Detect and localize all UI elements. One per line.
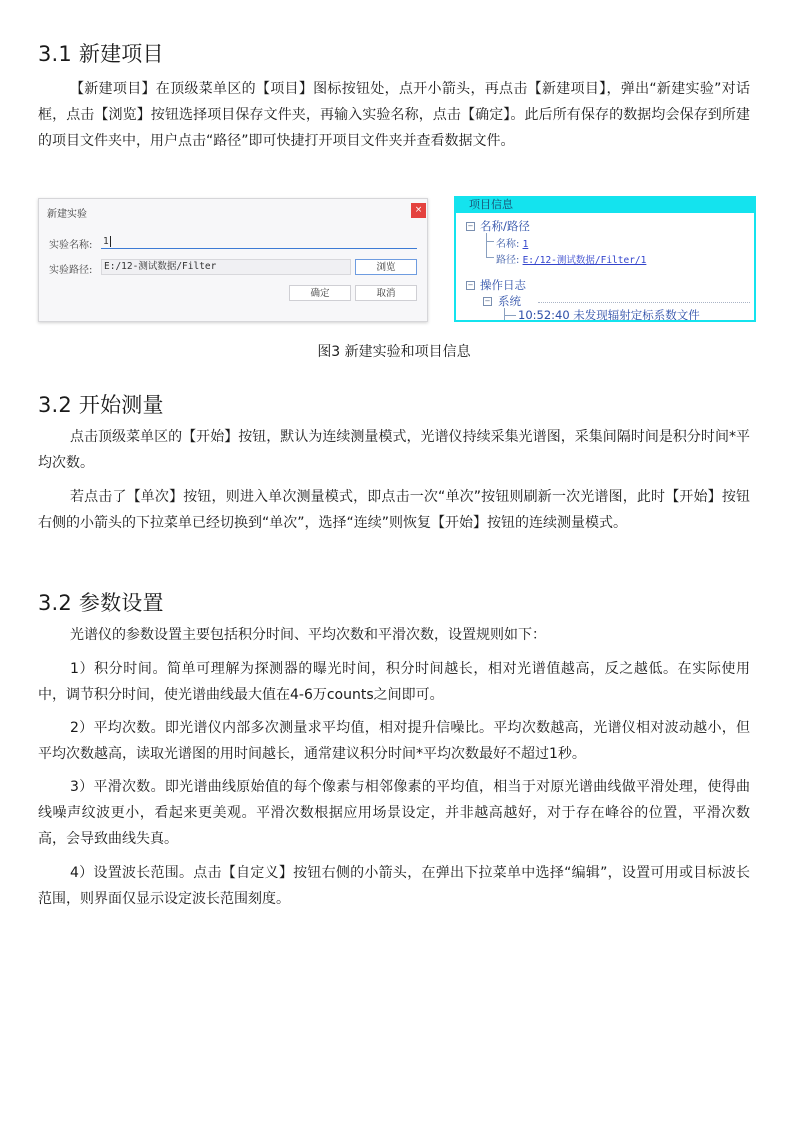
start-measurement-paragraph-2: 若点击了【单次】按钮，则进入单次测量模式，即点击一次“单次”按钮则刷新一次光谱图，此时【开始】按钮右侧的小箭头的下拉菜单已经切换到“单次”，选择“连续”则恢复【开始】按钮的连续测量模式。 xyxy=(38,489,750,531)
parameter-item-2: 2）平均次数。即光谱仪内部多次测量求平均值，相对提升信噪比。平均次数越高，光谱仪相对波动越小，但平均次数越高，读取光谱图的用时间越长，通常建议积分时间*平均次数最好不超过1秒。 xyxy=(38,720,750,762)
experiment-name-input[interactable] xyxy=(101,235,417,249)
project-info-header: 项目信息 xyxy=(456,196,754,213)
browse-button[interactable]: 浏览 xyxy=(355,259,417,275)
parameter-item-3: 3）平滑次数。即光谱曲线原始值的每个像素与相邻像素的平均值，相当于对原光谱曲线做平滑处理，使得曲线噪声纹波更小，看起来更美观。平滑次数根据应用场景设定，并非越高越好，对于存在峰谷的位置，平滑次数高，会导致曲线失真。 xyxy=(38,779,750,847)
collapse-icon[interactable]: − xyxy=(484,297,491,305)
parameter-intro: 光谱仪的参数设置主要包括积分时间、平均次数和平滑次数，设置规则如下： xyxy=(70,627,546,643)
name-key: 名称: xyxy=(496,239,520,250)
cancel-button[interactable]: 取消 xyxy=(355,285,417,301)
experiment-path-input[interactable]: E:/12-测试数据/Filter xyxy=(101,259,351,275)
figure-caption: 图3 新建实验和项目信息 xyxy=(317,344,471,360)
parameter-item-4: 4）设置波长范围。点击【自定义】按钮右侧的小箭头，在弹出下拉菜单中选择“编辑”，设置可用或目标波长范围，则界面仅显示设定波长范围刻度。 xyxy=(38,865,750,907)
start-measurement-paragraph-1: 点击顶级菜单区的【开始】按钮，默认为连续测量模式，光谱仪持续采集光谱图，采集间隔时间是积分时间*平均次数。 xyxy=(38,429,750,471)
log-entry: 10:52:40 未发现辐射定标系数文件 xyxy=(518,308,700,322)
name-link[interactable]: 1 xyxy=(522,239,529,250)
experiment-path-label: 实验路径: xyxy=(49,265,93,276)
dialog-title: 新建实验 xyxy=(47,209,87,220)
path-link[interactable]: E:/12-测试数据/Filter/1 xyxy=(522,255,647,266)
collapse-icon[interactable]: − xyxy=(467,281,474,289)
new-project-paragraph: 【新建项目】在顶级菜单区的【项目】图标按钮处，点开小箭头，再点击【新建项目】，弹出“新建实验”对话框，点击【浏览】按钮选择项目保存文件夹，再输入实验名称，点击【确定】。此后所有保存的数据均会保存到所建的项目文件夹中，用户点击“路径”即可快捷打开项目文件夹并查看数据文件。 xyxy=(38,81,750,149)
collapse-icon[interactable]: − xyxy=(467,222,474,230)
section-heading-start-measurement: 3.2 开始测量 xyxy=(38,393,164,417)
section-heading-new-project: 3.1 新建项目 xyxy=(38,42,164,66)
section-heading-parameter-settings: 3.2 参数设置 xyxy=(38,591,164,615)
tree-node-operation-log[interactable]: 操作日志 xyxy=(480,278,526,292)
close-icon[interactable]: × xyxy=(411,203,426,218)
tree-item-path[interactable] xyxy=(496,251,646,266)
tree-item-name[interactable] xyxy=(496,235,528,250)
path-key: 路径: xyxy=(496,255,520,266)
project-info-panel xyxy=(454,196,756,322)
parameter-item-1: 1）积分时间。简单可理解为探测器的曝光时间，积分时间越长，相对光谱值越高，反之越低。在实际使用中，调节积分时间，使光谱曲线最大值在4-6万counts之间即可。 xyxy=(38,661,750,703)
experiment-name-label: 实验名称: xyxy=(49,240,93,251)
ok-button[interactable]: 确定 xyxy=(289,285,351,301)
tree-node-system[interactable]: 系统 xyxy=(498,294,521,308)
new-experiment-dialog xyxy=(38,198,428,322)
tree-node-name-path[interactable]: 名称/路径 xyxy=(480,219,530,233)
experiment-name-value: 1 xyxy=(103,236,109,247)
